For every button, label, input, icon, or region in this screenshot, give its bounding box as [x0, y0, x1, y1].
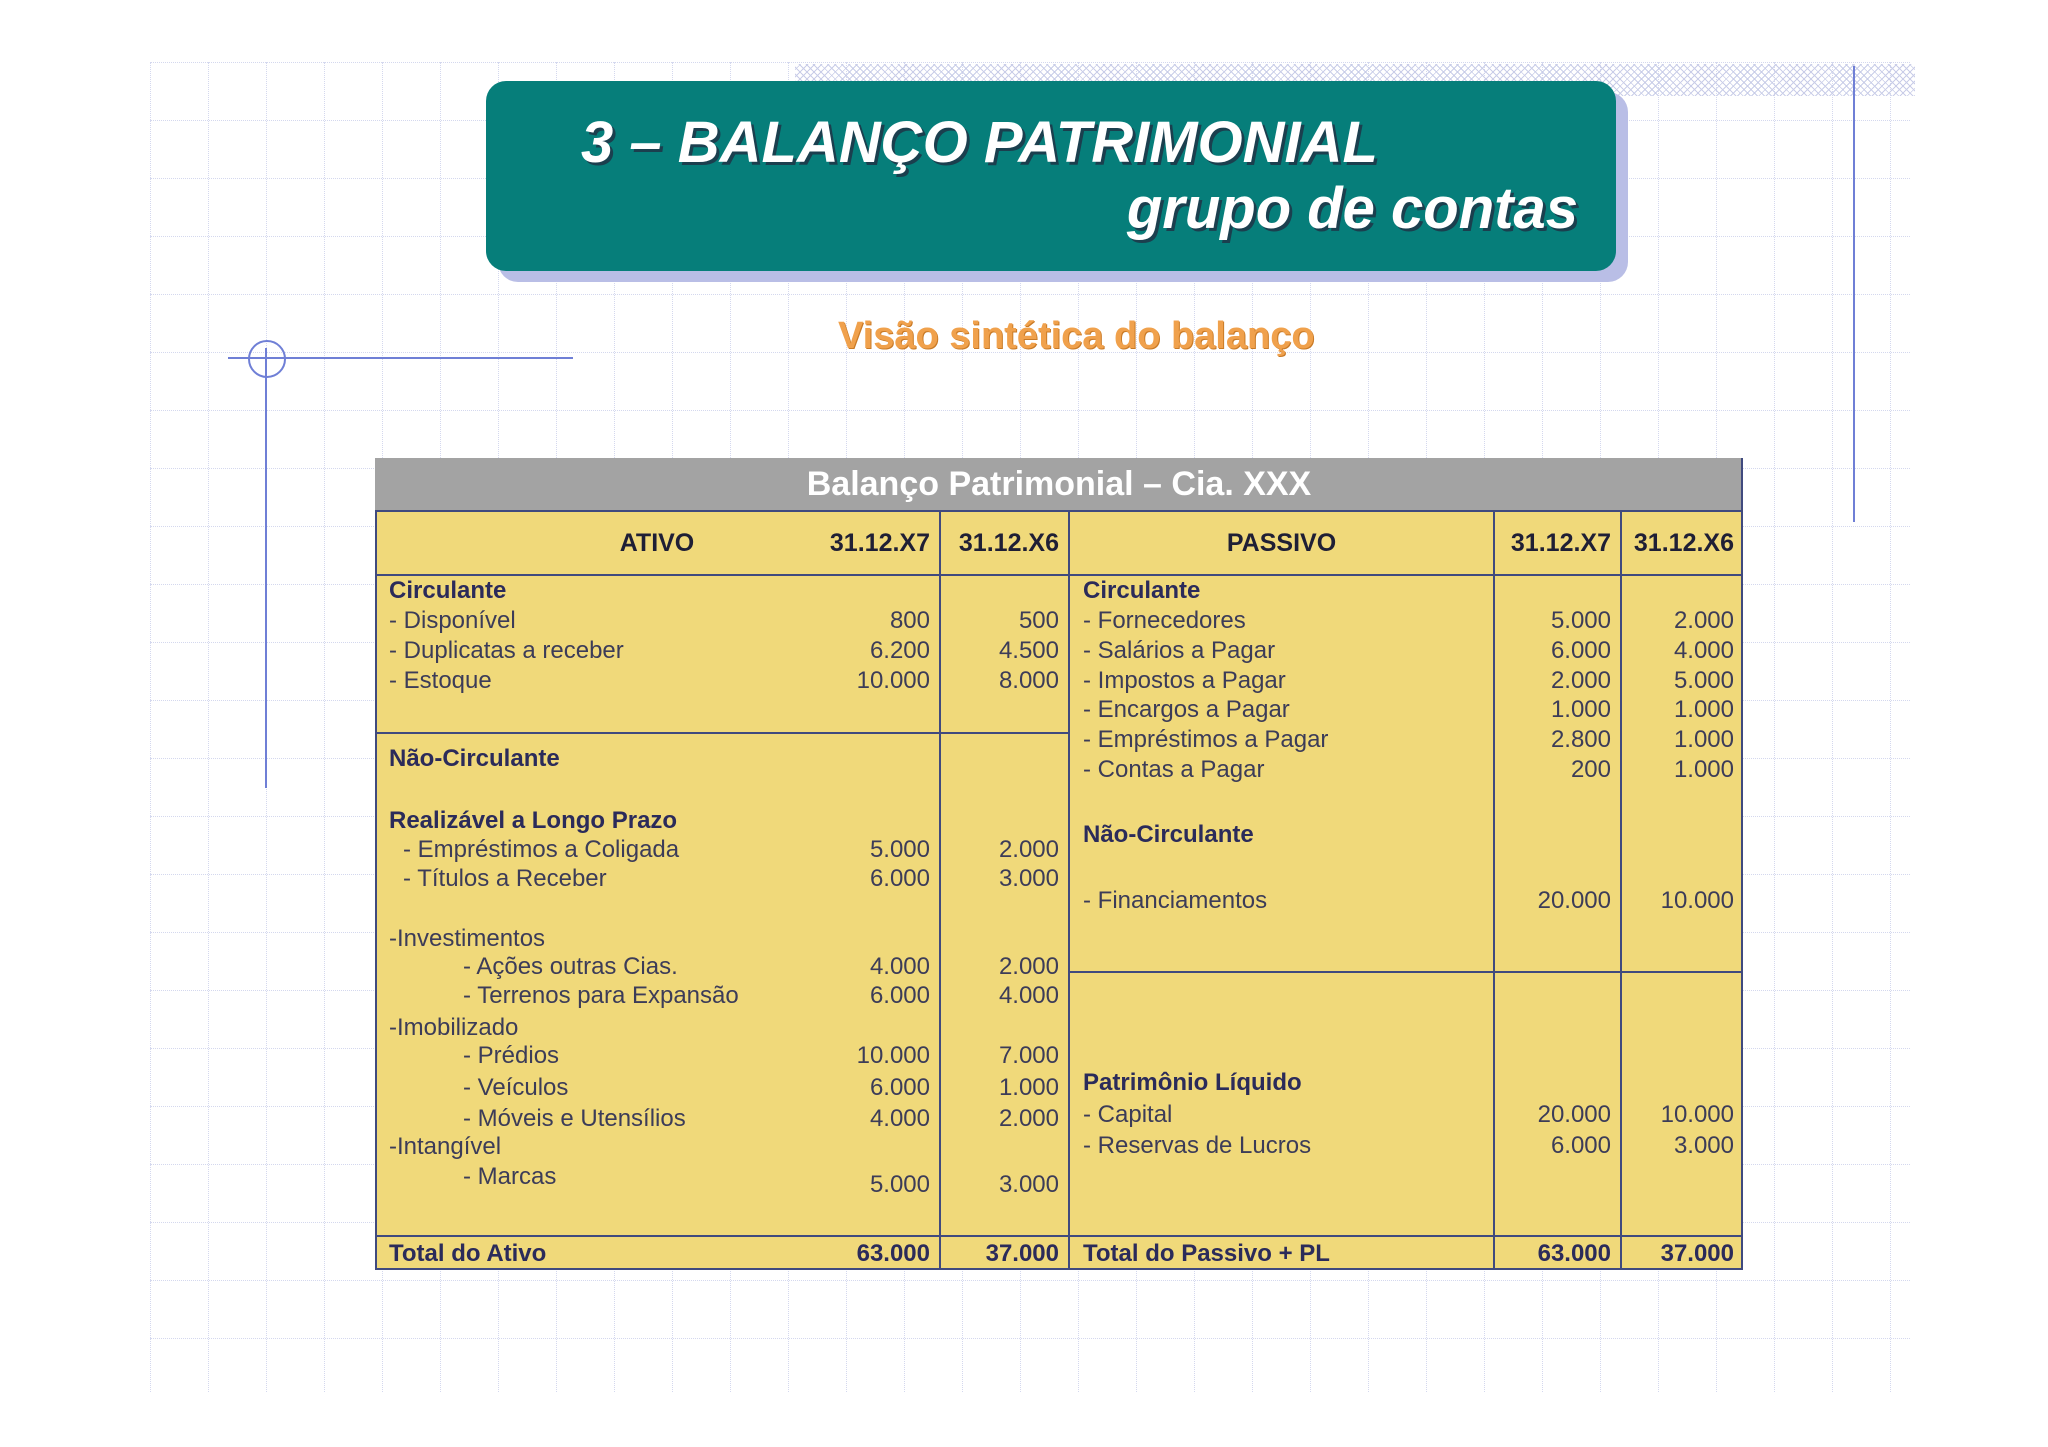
row-value-x6: 10.000	[1660, 887, 1734, 914]
row-value-x6: 5.000	[1673, 667, 1734, 694]
row-value-x6: 4.000	[1673, 637, 1734, 664]
row-value-x7: 6.000	[869, 865, 930, 892]
row-label: - Fornecedores	[1083, 607, 1246, 634]
passivo-circulante-label: Circulante	[1083, 577, 1201, 604]
row-value-x7: 6.000	[1550, 637, 1611, 664]
border	[375, 510, 377, 1270]
row-value-x7: 6.200	[869, 637, 930, 664]
row-value-x6: 3.000	[1673, 1132, 1734, 1159]
row-value-x7: 10.000	[856, 667, 930, 694]
row-value-x6: 1.000	[1673, 726, 1734, 753]
grid-line	[324, 62, 325, 1392]
total-ativo-x7: 63.000	[856, 1240, 930, 1267]
grid-line	[1774, 62, 1775, 1392]
row-value-x6: 2.000	[998, 1105, 1059, 1132]
grid-line	[150, 1280, 1910, 1281]
total-passivo-label: Total do Passivo + PL	[1083, 1240, 1330, 1267]
row-label: - Empréstimos a Pagar	[1083, 726, 1329, 753]
page-title: 3 – BALANÇO PATRIMONIAL	[581, 110, 1378, 175]
header-passivo-col2: 31.12.X6	[1633, 529, 1734, 557]
row-value-x6: 10.000	[1660, 1101, 1734, 1128]
row-value-x7: 800	[889, 607, 930, 634]
row-value-x6: 2.000	[998, 953, 1059, 980]
row-label: - Ações outras Cias.	[463, 953, 678, 980]
passivo-pl-label: Patrimônio Líquido	[1083, 1069, 1302, 1096]
row-value-x6: 1.000	[1673, 756, 1734, 783]
grid-line	[1832, 62, 1833, 1392]
ativo-rlp-label: Realizável a Longo Prazo	[389, 807, 678, 834]
header-passivo-col1: 31.12.X7	[1510, 529, 1611, 557]
decorative-line-left	[265, 348, 267, 788]
row-value-x7: 5.000	[869, 836, 930, 863]
row-value-x7: 2.800	[1550, 726, 1611, 753]
border	[375, 574, 1743, 576]
row-value-x6: 3.000	[998, 1171, 1059, 1198]
row-label: - Estoque	[389, 667, 492, 694]
row-value-x6: 1.000	[998, 1074, 1059, 1101]
decorative-line-right	[1853, 66, 1855, 522]
total-passivo-x6: 37.000	[1660, 1240, 1734, 1267]
row-value-x6: 2.000	[1673, 607, 1734, 634]
row-label: - Impostos a Pagar	[1083, 667, 1286, 694]
total-ativo-label: Total do Ativo	[389, 1240, 547, 1267]
header-passivo: PASSIVO	[1226, 529, 1337, 557]
row-value-x7: 6.000	[869, 982, 930, 1009]
row-value-x7: 10.000	[856, 1042, 930, 1069]
border	[375, 510, 1743, 512]
title-box	[486, 81, 1616, 271]
border	[375, 732, 1070, 734]
total-passivo-x7: 63.000	[1537, 1240, 1611, 1267]
row-label: - Financiamentos	[1083, 887, 1268, 914]
row-value-x7: 20.000	[1537, 1101, 1611, 1128]
passivo-nao-circulante-label: Não-Circulante	[1083, 821, 1254, 848]
row-label: - Encargos a Pagar	[1083, 696, 1290, 723]
border	[1068, 971, 1743, 973]
row-label: - Disponível	[389, 607, 516, 634]
row-value-x7: 1.000	[1550, 696, 1611, 723]
row-value-x6: 4.500	[998, 637, 1059, 664]
border	[375, 1235, 1743, 1237]
row-value-x7: 200	[1570, 756, 1611, 783]
row-label: - Veículos	[463, 1074, 569, 1101]
row-value-x7: 5.000	[869, 1171, 930, 1198]
header-ativo-col2: 31.12.X6	[958, 529, 1059, 557]
ativo-intangivel-label: -Intangível	[389, 1133, 502, 1160]
row-value-x6: 8.000	[998, 667, 1059, 694]
row-label: - Duplicatas a receber	[389, 637, 624, 664]
row-value-x6: 3.000	[998, 865, 1059, 892]
decorative-circle	[248, 340, 286, 378]
row-value-x7: 4.000	[869, 953, 930, 980]
row-value-x6: 500	[1018, 607, 1059, 634]
ativo-investimentos-label: -Investimentos	[389, 925, 546, 952]
row-label: - Títulos a Receber	[403, 865, 607, 892]
row-value-x7: 6.000	[1550, 1132, 1611, 1159]
grid-line	[150, 62, 151, 1392]
row-value-x7: 20.000	[1537, 887, 1611, 914]
header-ativo-col1: 31.12.X7	[829, 529, 930, 557]
grid-line	[150, 62, 1910, 63]
row-value-x7: 5.000	[1550, 607, 1611, 634]
border	[1068, 510, 1070, 1270]
page-subtitle-line: grupo de contas	[1126, 176, 1578, 241]
row-label: - Prédios	[463, 1042, 560, 1069]
row-value-x7: 4.000	[869, 1105, 930, 1132]
total-ativo-x6: 37.000	[985, 1240, 1059, 1267]
row-label: - Salários a Pagar	[1083, 637, 1276, 664]
row-label: - Terrenos para Expansão	[463, 982, 739, 1009]
grid-line	[1890, 62, 1891, 1392]
grid-line	[150, 294, 1910, 295]
ativo-imobilizado-label: -Imobilizado	[389, 1014, 519, 1041]
row-label: - Contas a Pagar	[1083, 756, 1265, 783]
row-label: - Capital	[1083, 1101, 1173, 1128]
row-label: - Marcas	[463, 1163, 557, 1190]
grid-line	[150, 410, 1910, 411]
ativo-circulante-label: Circulante	[389, 577, 507, 604]
row-value-x7: 6.000	[869, 1074, 930, 1101]
border	[1741, 458, 1743, 1270]
balance-sheet	[375, 458, 1743, 1270]
row-value-x7: 2.000	[1550, 667, 1611, 694]
row-value-x6: 1.000	[1673, 696, 1734, 723]
grid-line	[150, 1338, 1910, 1339]
grid-line	[208, 62, 209, 1392]
row-label: - Empréstimos a Coligada	[403, 836, 680, 863]
row-value-x6: 2.000	[998, 836, 1059, 863]
row-value-x6: 4.000	[998, 982, 1059, 1009]
header-ativo: ATIVO	[619, 529, 695, 557]
section-subtitle: Visão sintética do balanço	[838, 315, 1315, 357]
row-value-x6: 7.000	[998, 1042, 1059, 1069]
row-label: - Móveis e Utensílios	[463, 1105, 686, 1132]
sheet-title: Balanço Patrimonial – Cia. XXX	[375, 458, 1743, 510]
row-label: - Reservas de Lucros	[1083, 1132, 1312, 1159]
ativo-nao-circulante-label: Não-Circulante	[389, 745, 560, 772]
